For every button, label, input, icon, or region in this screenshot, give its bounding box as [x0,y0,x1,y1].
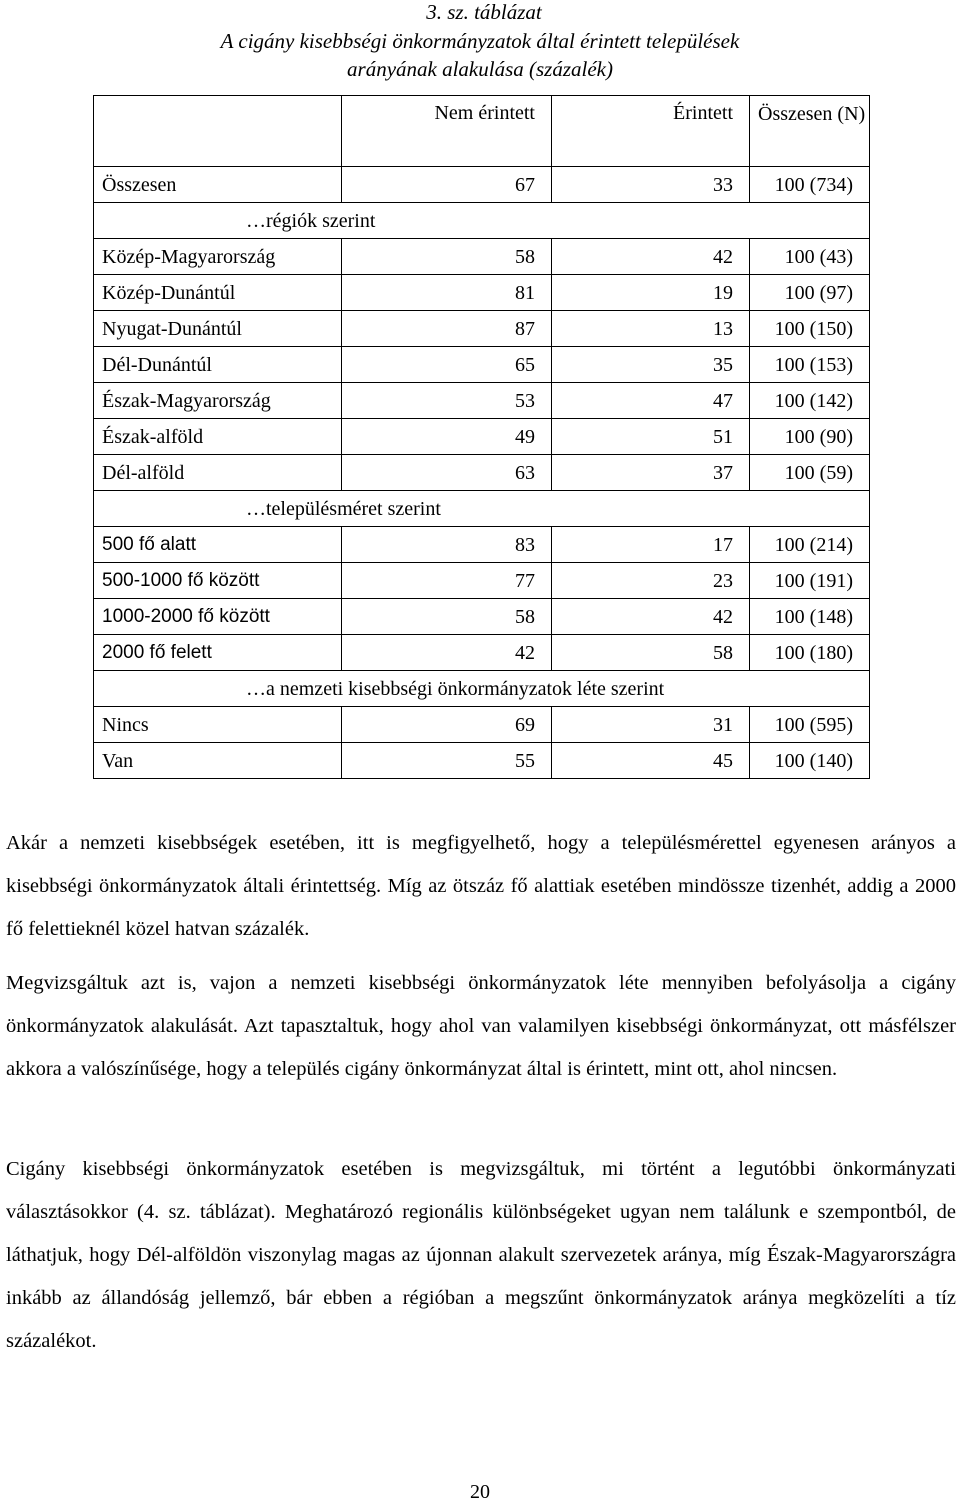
cell-erintett: 13 [552,311,750,347]
cell-nem-erintett: 49 [342,419,552,455]
table-row [94,707,870,743]
paragraph: Megvizsgáltuk azt is, vajon a nemzeti kisebbségi önkormányzatok léte mennyiben befolyásolja a cigány önkormányzatok alakulását. Azt tapasztaltuk, hogy ahol van valamilyen kisebbségi önkormányzat, ott másfélszer akkora a valószínűsége, hogy a település cigány önkormányzat által is érintett, mint ott, ahol nincsen. [6,972,956,1080]
table-row [94,743,870,779]
paragraph: Akár a nemzeti kisebbségek esetében, itt is megfigyelhető, hogy a településmérettel egyenesen arányos a kisebbségi önkormányzatok általi érintettség. Míg az ötszáz fő alattiak esetében mindössze tizenhét, addig a 2000 fő felettieknél közel hatvan százalék. [6,832,956,940]
header-cell-empty [94,96,342,167]
table-row-total [94,167,870,203]
table-row [94,311,870,347]
row-label: 500 fő alatt [94,527,342,563]
cell-osszesen: 100 (59) [750,455,870,491]
header-nem-erintett: Nem érintett [342,96,552,167]
cell-erintett: 42 [552,599,750,635]
header-osszesen: Összesen (N) [750,96,870,167]
table-title: A cigány kisebbségi önkormányzatok által érintett települések [220,29,740,53]
table-row [94,419,870,455]
cell-nem-erintett: 83 [342,527,552,563]
cell-osszesen: 100 (97) [750,275,870,311]
cell-nem-erintett: 65 [342,347,552,383]
cell-osszesen: 100 (90) [750,419,870,455]
cell-erintett: 47 [552,383,750,419]
cell-osszesen: 100 (140) [750,743,870,779]
section-heading: …régiók szerint [94,203,870,239]
table-row [94,275,870,311]
cell-osszesen: 100 (734) [750,167,870,203]
section-heading: …településméret szerint [94,491,870,527]
row-label: Dél-alföld [94,455,342,491]
table-row [94,455,870,491]
table-subtitle: arányának alakulása (százalék) [347,57,613,81]
cell-nem-erintett: 81 [342,275,552,311]
table-row [94,635,870,671]
cell-osszesen: 100 (180) [750,635,870,671]
cell-nem-erintett: 42 [342,635,552,671]
cell-erintett: 35 [552,347,750,383]
cell-nem-erintett: 55 [342,743,552,779]
cell-osszesen: 100 (142) [750,383,870,419]
cell-osszesen: 100 (43) [750,239,870,275]
row-label: Dél-Dunántúl [94,347,342,383]
paragraph: Cigány kisebbségi önkormányzatok esetében is megvizsgáltuk, mi történt a legutóbbi önkormányzati választásokkor (4. sz. táblázat). Meghatározó regionális különbségeket ugyan nem találunk e szempontból, de láthatjuk, hogy Dél-alföldön viszonylag magas az újonnan alakult szervezetek aránya, míg Észak-Magyarországra inkább az állandóság jellemző, bár ebben a régióban a megszűnt önkormányzatok aránya megközelíti a tíz százalékot. [6,1158,956,1352]
row-label: Van [94,743,342,779]
cell-nem-erintett: 53 [342,383,552,419]
table-row [94,563,870,599]
cell-erintett: 31 [552,707,750,743]
cell-osszesen: 100 (148) [750,599,870,635]
section-heading: …a nemzeti kisebbségi önkormányzatok léte szerint [94,671,870,707]
cell-nem-erintett: 58 [342,239,552,275]
header-erintett: Érintett [552,96,750,167]
cell-erintett: 42 [552,239,750,275]
cell-erintett: 51 [552,419,750,455]
page-number: 20 [470,1481,490,1503]
cell-nem-erintett: 69 [342,707,552,743]
table-row [94,599,870,635]
cell-osszesen: 100 (153) [750,347,870,383]
cell-erintett: 19 [552,275,750,311]
cell-nem-erintett: 87 [342,311,552,347]
cell-nem-erintett: 58 [342,599,552,635]
row-label: Nincs [94,707,342,743]
cell-erintett: 33 [552,167,750,203]
cell-erintett: 58 [552,635,750,671]
table-row [94,239,870,275]
cell-erintett: 17 [552,527,750,563]
cell-osszesen: 100 (191) [750,563,870,599]
row-label: Összesen [94,167,342,203]
cell-erintett: 45 [552,743,750,779]
section-heading-row [94,671,870,707]
row-label: 500-1000 fő között [94,563,342,599]
row-label: 1000-2000 fő között [94,599,342,635]
table-header-row [94,96,870,167]
cell-erintett: 37 [552,455,750,491]
row-label: Észak-Magyarország [94,383,342,419]
row-label: Nyugat-Dunántúl [94,311,342,347]
data-table [93,95,870,779]
table-row [94,383,870,419]
cell-osszesen: 100 (150) [750,311,870,347]
table-row [94,527,870,563]
cell-erintett: 23 [552,563,750,599]
cell-osszesen: 100 (595) [750,707,870,743]
row-label: Közép-Magyarország [94,239,342,275]
table-number: 3. sz. táblázat [426,0,542,24]
cell-nem-erintett: 67 [342,167,552,203]
cell-nem-erintett: 77 [342,563,552,599]
row-label: Közép-Dunántúl [94,275,342,311]
section-heading-row [94,491,870,527]
section-heading-row [94,203,870,239]
table-row [94,347,870,383]
row-label: Észak-alföld [94,419,342,455]
cell-osszesen: 100 (214) [750,527,870,563]
row-label: 2000 fő felett [94,635,342,671]
cell-nem-erintett: 63 [342,455,552,491]
